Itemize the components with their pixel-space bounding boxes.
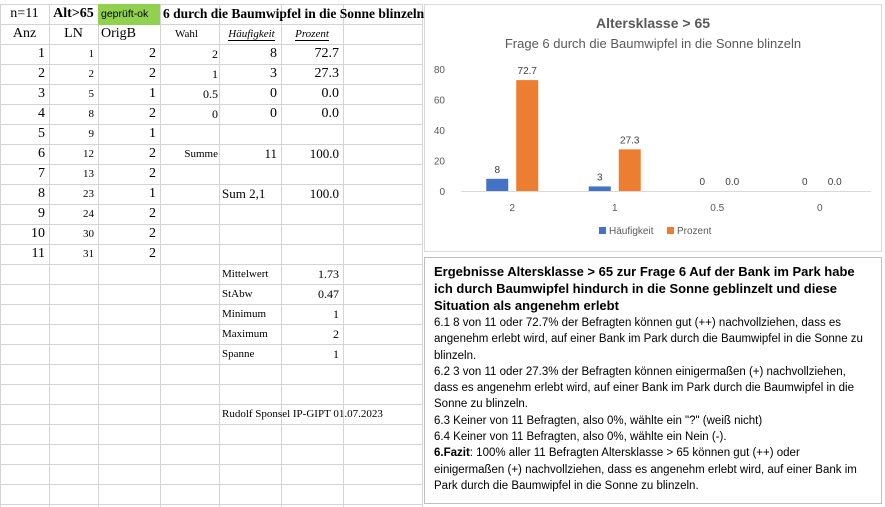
ln-cell[interactable]: 5 bbox=[88, 88, 94, 100]
anz-cell[interactable]: 10 bbox=[31, 226, 45, 241]
fazit-label: 6.Fazit bbox=[434, 447, 470, 460]
pct-cell[interactable]: 0.0 bbox=[321, 106, 339, 121]
anz-cell[interactable]: 4 bbox=[38, 106, 45, 121]
col-header-anz[interactable]: Anz bbox=[12, 26, 37, 41]
anz-cell[interactable]: 9 bbox=[38, 206, 45, 221]
col-header-prozent[interactable] bbox=[281, 24, 343, 44]
ln-cell[interactable]: 13 bbox=[83, 168, 94, 180]
pct-cell[interactable]: 27.3 bbox=[314, 66, 339, 81]
col-header-ln[interactable]: LN bbox=[64, 26, 83, 41]
result-p1: 6.1 8 von 11 oder 72.7% der Befragten können gut (++) nachvollziehen, dass es angenehm erlebt wird, auf einer Bank im Park durch die Baumwipfel in die Sonne zu blinzeln. bbox=[434, 317, 863, 362]
bar-chart[interactable] bbox=[424, 4, 882, 252]
origb-cell[interactable]: 2 bbox=[149, 226, 156, 241]
fazit-text: : 100% aller 11 Befragten Altersklasse > 65 können gut (++) oder einigermaßen (+) nachvollziehen, dass es angenehm erlebt wird, auf einer Bank im Park durch die Baumwipfel in die Sonne zu blinzeln. bbox=[434, 447, 857, 492]
y-tick-label: 40 bbox=[433, 126, 445, 137]
x-tick-label: 1 bbox=[611, 203, 618, 214]
data-label: 0.0 bbox=[725, 177, 740, 188]
anz-cell[interactable]: 1 bbox=[38, 46, 45, 61]
data-label: 3 bbox=[596, 172, 603, 184]
count-cell[interactable]: 0 bbox=[270, 86, 277, 101]
count-cell[interactable]: 0 bbox=[270, 106, 277, 121]
count-cell[interactable]: 3 bbox=[270, 66, 277, 81]
stat-label[interactable]: Mittelwert bbox=[222, 268, 269, 280]
wahl-cell[interactable]: 0.5 bbox=[203, 87, 218, 101]
chart-title: Altersklasse > 65 bbox=[595, 15, 711, 31]
stat-label[interactable]: StAbw bbox=[222, 288, 253, 300]
origb-cell[interactable]: 1 bbox=[149, 86, 156, 101]
stat-value[interactable]: 1 bbox=[333, 347, 339, 361]
pct-cell[interactable]: 0.0 bbox=[321, 86, 339, 101]
ln-cell[interactable]: 24 bbox=[83, 208, 94, 220]
ln-cell[interactable]: 1 bbox=[88, 48, 94, 60]
bar-prozent bbox=[619, 149, 641, 191]
legend-swatch bbox=[667, 227, 674, 234]
origb-cell[interactable]: 2 bbox=[149, 206, 156, 221]
origb-cell[interactable]: 2 bbox=[149, 46, 156, 61]
wahl-cell[interactable]: 1 bbox=[212, 67, 218, 81]
result-p2: 6.2 3 von 11 oder 27.3% der Befragten können einigermaßen (+) nachvollziehen, dass es angenehm erlebt wird, auf einer Bank im Park durch die Baumwipfel in die Sonne zu blinzeln. bbox=[434, 365, 854, 411]
ln-cell[interactable]: 30 bbox=[83, 228, 94, 240]
bar-haeufigkeit bbox=[486, 179, 508, 191]
wahl-cell[interactable]: 2 bbox=[212, 47, 218, 61]
data-label: 8 bbox=[494, 164, 501, 176]
summe-pct[interactable]: 100.0 bbox=[309, 146, 339, 161]
x-tick-label: 0 bbox=[816, 203, 823, 214]
legend-label: Prozent bbox=[677, 226, 712, 237]
data-label: 27.3 bbox=[620, 135, 640, 147]
pct-cell[interactable]: 72.7 bbox=[314, 46, 339, 61]
origb-cell[interactable]: 1 bbox=[149, 186, 156, 201]
y-tick-label: 0 bbox=[439, 187, 445, 198]
anz-cell[interactable]: 8 bbox=[38, 186, 45, 201]
stat-label[interactable]: Maximum bbox=[222, 328, 268, 340]
origb-cell[interactable]: 2 bbox=[149, 146, 156, 161]
anz-cell[interactable]: 6 bbox=[38, 146, 45, 161]
result-heading: Ergebnisse Altersklasse > 65 zur Frage 6 Auf der Bank im Park habe ich durch Baumwipfel hindurch in die Sonne geblinzelt und diese Situation als angenehm erlebt bbox=[434, 264, 855, 313]
anz-cell[interactable]: 2 bbox=[38, 66, 45, 81]
legend-label: Häufigkeit bbox=[609, 226, 654, 237]
anz-cell[interactable]: 3 bbox=[38, 86, 45, 101]
data-label: 0 bbox=[699, 177, 706, 188]
prozent-text: Prozent bbox=[295, 28, 329, 40]
footer-credit[interactable]: Rudolf Sponsel IP-GIPT 01.07.2023 bbox=[222, 408, 383, 420]
origb-cell[interactable]: 2 bbox=[149, 166, 156, 181]
anz-cell[interactable]: 5 bbox=[38, 126, 45, 141]
summe-count[interactable]: 11 bbox=[264, 146, 277, 161]
anz-cell[interactable]: 11 bbox=[31, 246, 45, 261]
stat-value[interactable]: 0.47 bbox=[318, 287, 339, 301]
ln-cell[interactable]: 8 bbox=[88, 108, 94, 120]
col-header-wahl[interactable]: Wahl bbox=[175, 28, 198, 40]
sum21-pct[interactable]: 100.0 bbox=[309, 186, 339, 201]
ln-cell[interactable]: 31 bbox=[83, 248, 94, 260]
stat-label[interactable]: Spanne bbox=[222, 348, 255, 360]
wahl-cell[interactable]: 0 bbox=[212, 107, 218, 121]
bar-prozent bbox=[516, 80, 538, 191]
question-title[interactable]: 6 durch die Baumwipfel in die Sonne blinzeln bbox=[163, 6, 425, 21]
origb-cell[interactable]: 2 bbox=[149, 66, 156, 81]
result-fazit bbox=[434, 445, 872, 494]
origb-cell[interactable]: 1 bbox=[149, 126, 156, 141]
stat-value[interactable]: 2 bbox=[333, 327, 339, 341]
n-label-cell[interactable]: n=11 bbox=[10, 6, 39, 21]
origb-cell[interactable]: 2 bbox=[149, 246, 156, 261]
sum21-label[interactable]: Sum 2,1 bbox=[222, 186, 266, 201]
col-header-haeufigkeit[interactable] bbox=[222, 24, 281, 44]
summe-label[interactable]: Summe bbox=[184, 148, 218, 160]
chart-plot bbox=[425, 5, 881, 251]
y-tick-label: 60 bbox=[433, 95, 445, 107]
chart-subtitle: Frage 6 durch die Baumwipfel in die Sonne blinzeln bbox=[504, 36, 802, 51]
result-p4: 6.4 Keiner von 11 Befragten, also 0%, wählte ein Nein (-). bbox=[434, 431, 727, 444]
status-badge[interactable]: geprüft-ok bbox=[98, 4, 160, 25]
y-tick-label: 80 bbox=[433, 65, 445, 76]
y-tick-label: 20 bbox=[433, 156, 445, 168]
data-label: 0.0 bbox=[827, 177, 842, 188]
ln-cell[interactable]: 12 bbox=[83, 148, 94, 160]
result-text-box[interactable] bbox=[424, 257, 882, 504]
ln-cell[interactable]: 2 bbox=[88, 68, 94, 80]
ln-cell[interactable]: 23 bbox=[83, 188, 94, 200]
stat-value[interactable]: 1 bbox=[333, 307, 339, 321]
stat-value[interactable]: 1.73 bbox=[318, 267, 339, 281]
data-label: 0 bbox=[801, 177, 808, 188]
col-header-origb[interactable]: OrigB bbox=[101, 26, 136, 41]
group-label-cell[interactable]: Alt>65 bbox=[53, 6, 94, 21]
origb-cell[interactable]: 2 bbox=[149, 106, 156, 121]
haeufigkeit-text: Häufigkeit bbox=[228, 28, 275, 40]
data-label: 72.7 bbox=[517, 66, 537, 78]
bar-haeufigkeit bbox=[589, 186, 611, 191]
stat-label[interactable]: Minimum bbox=[222, 308, 267, 320]
ln-cell[interactable]: 9 bbox=[88, 128, 94, 140]
x-tick-label: 2 bbox=[509, 203, 516, 214]
legend-swatch bbox=[599, 227, 606, 234]
result-p3: 6.3 Keiner von 11 Befragten, also 0%, wählte ein "?" (weiß nicht) bbox=[434, 414, 763, 427]
anz-cell[interactable]: 7 bbox=[38, 166, 45, 181]
count-cell[interactable]: 8 bbox=[270, 46, 277, 61]
x-tick-label: 0.5 bbox=[710, 203, 725, 214]
